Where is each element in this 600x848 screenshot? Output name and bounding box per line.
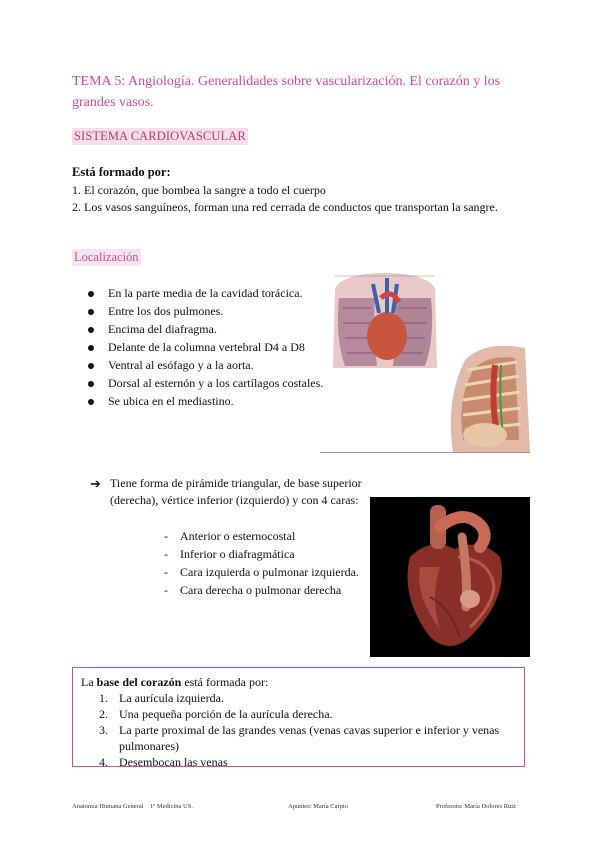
section-heading: SISTEMA CARDIOVASCULAR bbox=[74, 129, 246, 143]
list-item: - Cara derecha o pulmonar derecha bbox=[162, 582, 372, 599]
list-item bbox=[81, 722, 516, 754]
heart-image bbox=[370, 497, 530, 657]
list-item: - Anterior o esternocostal bbox=[162, 528, 372, 545]
base-corazon-box bbox=[72, 667, 525, 767]
forma-block bbox=[90, 475, 370, 509]
list-item: Delante de la columna vertebral D4 a D8 bbox=[88, 339, 328, 356]
list-item bbox=[81, 706, 516, 722]
list-number: 4. bbox=[99, 755, 108, 769]
formado-item: 1. El corazón, que bombea la sangre a todo el cuerpo bbox=[72, 183, 326, 197]
page-title: TEMA 5: Angiología. Generalidades sobre vascularización. El corazón y los grandes vasos. bbox=[72, 74, 501, 110]
lateral-thorax-image bbox=[445, 340, 530, 452]
base-intro-pre: La bbox=[81, 675, 97, 689]
list-item: Entre los dos pulmones. bbox=[88, 303, 328, 320]
formado-item: 2. Los vasos sanguíneos, forman una red cerrada de conductos que transportan la sangre. bbox=[72, 200, 498, 214]
base-list bbox=[81, 690, 516, 770]
footer-professor: Profesora: María Dolores Ruiz bbox=[436, 803, 516, 810]
localizacion-list bbox=[88, 285, 328, 411]
footer-course-name: Anatomía Humana General bbox=[72, 803, 144, 810]
base-intro bbox=[81, 674, 516, 690]
formado-block bbox=[72, 164, 542, 216]
footer-year: 1º Medicina US. bbox=[149, 803, 193, 810]
footer-notes: Apuntes: María Carpio bbox=[288, 803, 348, 810]
caras-list bbox=[162, 528, 372, 600]
list-number: 1. bbox=[99, 691, 108, 705]
list-item: - Inferior o diafragmática bbox=[162, 546, 372, 563]
list-text: La parte proximal de las grandes venas (venas cavas superior e inferior y venas pulmonares) bbox=[119, 723, 500, 753]
list-number: 3. bbox=[99, 723, 108, 737]
list-item bbox=[81, 690, 516, 706]
list-text: Una pequeña porción de la aurícula derecha. bbox=[119, 707, 333, 721]
thorax-anatomy-image bbox=[325, 268, 445, 368]
base-intro-bold: base del corazón bbox=[96, 675, 182, 689]
list-item: Dorsal al esternón y a los cartílagos costales. bbox=[88, 375, 328, 392]
list-number: 2. bbox=[99, 707, 108, 721]
list-text: La aurícula izquierda. bbox=[119, 691, 224, 705]
list-item: Se ubica en el mediastino. bbox=[88, 393, 328, 410]
arrow-icon: ➔ bbox=[90, 476, 101, 491]
formado-lead: Está formado por: bbox=[72, 165, 171, 179]
list-item: En la parte media de la cavidad torácica. bbox=[88, 285, 328, 302]
localizacion-heading: Localización bbox=[74, 250, 139, 264]
image-divider bbox=[320, 452, 530, 453]
footer-course bbox=[72, 803, 193, 810]
base-intro-post: está formada por: bbox=[181, 675, 269, 689]
list-item: - Cara izquierda o pulmonar izquierda. bbox=[162, 564, 372, 581]
list-item bbox=[81, 754, 516, 770]
list-item: Ventral al esófago y a la aorta. bbox=[88, 357, 328, 374]
forma-text: Tiene forma de pirámide triangular, de base superior (derecha), vértice inferior (izquierdo) y con 4 caras: bbox=[110, 476, 362, 507]
list-text: Desembocan las venas bbox=[119, 755, 228, 769]
list-item: Encima del diafragma. bbox=[88, 321, 328, 338]
